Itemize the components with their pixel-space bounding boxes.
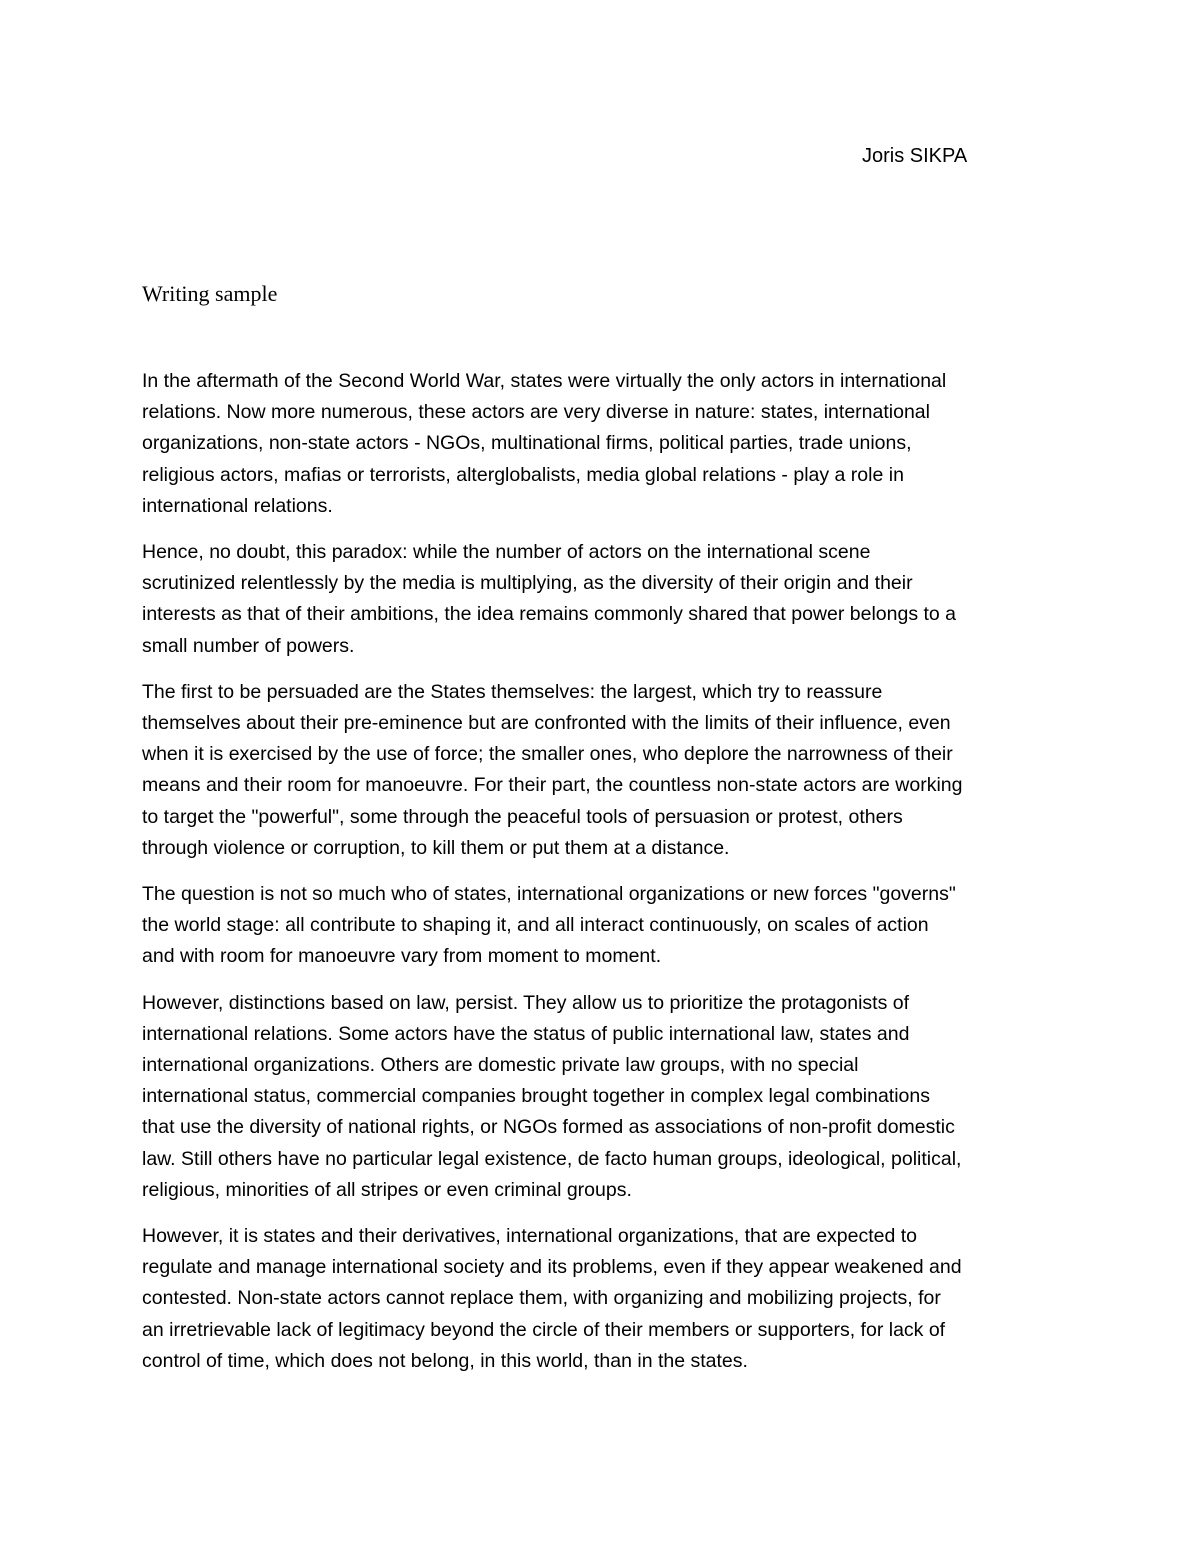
text-line: the world stage: all contribute to shaping it, and all interact continuously, on scales of action xyxy=(142,914,929,937)
text-line: However, distinctions based on law, persist. They allow us to prioritize the protagonists of xyxy=(142,991,910,1014)
document-title: Writing sample xyxy=(142,281,278,306)
text-line: In the aftermath of the Second World War, states were virtually the only actors in international xyxy=(142,370,947,392)
paragraph-5 xyxy=(142,988,1062,1206)
text-line: organizations, non-state actors - NGOs, multinational firms, political parties, trade unions, xyxy=(142,432,912,455)
text-line: religious, minorities of all stripes or even criminal groups. xyxy=(142,1178,632,1201)
paragraph-4 xyxy=(142,879,1062,973)
paragraph-6 xyxy=(142,1221,1062,1377)
text-line: small number of powers. xyxy=(142,634,355,657)
text-line: However, it is states and their derivatives, international organizations, that are expected to xyxy=(142,1225,918,1248)
text-line: international relations. Some actors have the status of public international law, states and xyxy=(142,1022,910,1045)
text-line: to target the "powerful", some through the peaceful tools of persuasion or protest, others xyxy=(142,805,903,828)
paragraph-3 xyxy=(142,677,1062,864)
text-line: and with room for manoeuvre vary from moment to moment. xyxy=(142,945,662,968)
text-line: when it is exercised by the use of force; the smaller ones, who deplore the narrowness of their xyxy=(142,743,953,766)
text-line: control of time, which does not belong, in this world, than in the states. xyxy=(142,1349,748,1372)
text-line: contested. Non-state actors cannot replace them, with organizing and mobilizing projects, for xyxy=(142,1287,941,1310)
text-line: international relations. xyxy=(142,494,333,517)
text-line: religious actors, mafias or terrorists, alterglobalists, media global relations - play a role in xyxy=(142,463,904,486)
text-line: law. Still others have no particular legal existence, de facto human groups, ideological, political, xyxy=(142,1147,962,1170)
text-line: international organizations. Others are domestic private law groups, with no special xyxy=(142,1054,859,1077)
text-line: regulate and manage international society and its problems, even if they appear weakened and xyxy=(142,1256,962,1279)
paragraph-1 xyxy=(142,366,1062,522)
text-line: through violence or corruption, to kill them or put them at a distance. xyxy=(142,836,730,859)
text-line: themselves about their pre-eminence but are confronted with the limits of their influence, even xyxy=(142,712,951,735)
text-line: Hence, no doubt, this paradox: while the number of actors on the international scene xyxy=(142,541,871,564)
text-line: an irretrievable lack of legitimacy beyond the circle of their members or supporters, for lack of xyxy=(142,1318,946,1341)
text-line: relations. Now more numerous, these actors are very diverse in nature: states, international xyxy=(142,401,930,424)
author-name: Joris SIKPA xyxy=(862,145,968,167)
text-line: scrutinized relentlessly by the media is multiplying, as the diversity of their origin and their xyxy=(142,572,913,595)
text-line: that use the diversity of national rights, or NGOs formed as associations of non-profit domestic xyxy=(142,1116,955,1139)
text-line: means and their room for manoeuvre. For their part, the countless non-state actors are working xyxy=(142,774,963,797)
document-body xyxy=(142,366,1062,1392)
text-line: interests as that of their ambitions, the idea remains commonly shared that power belongs to a xyxy=(142,603,957,626)
text-line: The first to be persuaded are the States themselves: the largest, which try to reassure xyxy=(142,680,883,703)
text-line: international status, commercial companies brought together in complex legal combinations xyxy=(142,1085,930,1108)
paragraph-2 xyxy=(142,537,1062,662)
text-line: The question is not so much who of states, international organizations or new forces "governs" xyxy=(142,883,956,906)
